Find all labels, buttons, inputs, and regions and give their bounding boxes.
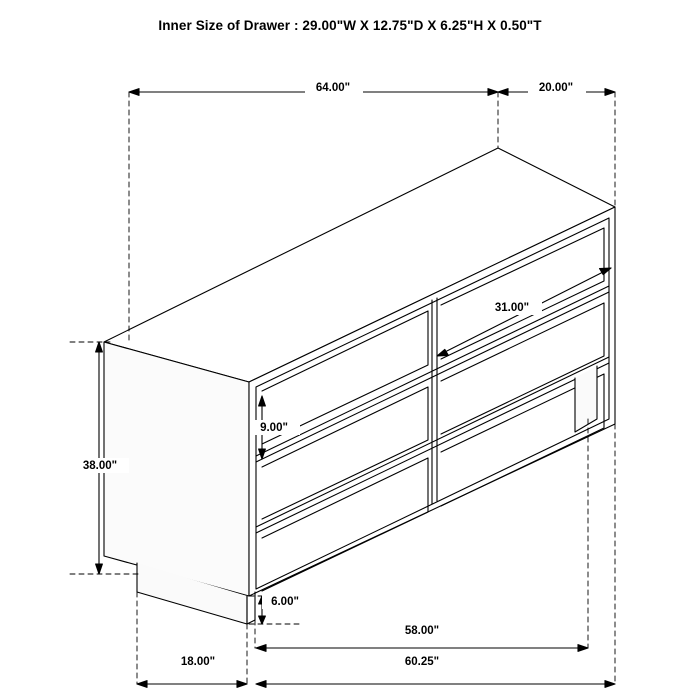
dim-label-top-depth: 20.00" [538,82,574,94]
dim-lower-depth [137,681,247,688]
dim-label-top-width: 64.00" [315,82,351,94]
dim-label-overall-height: 38.00" [82,460,118,472]
dim-lower-width [256,681,615,688]
dim-label-base-clearance: 6.00" [271,596,299,608]
dim-base-width [256,645,588,652]
dim-label-lower-depth: 18.00" [180,656,216,668]
dim-label-lower-width: 60.25" [404,656,440,668]
dim-label-drawer-height: 9.00" [260,422,288,434]
dim-label-drawer-diagonal: 31.00" [494,302,530,314]
dim-label-base-width: 58.00" [404,625,440,637]
page-title: Inner Size of Drawer : 29.00"W X 12.75"D X 6.25"H X 0.50"T [158,18,542,33]
